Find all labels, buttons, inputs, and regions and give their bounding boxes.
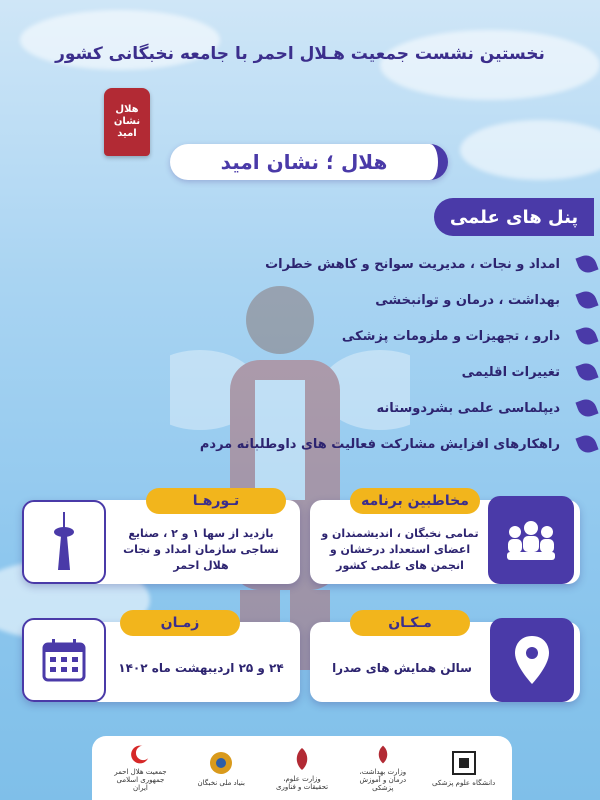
red-crescent-icon	[127, 744, 153, 765]
tower-icon	[44, 512, 84, 572]
leaf-icon	[575, 396, 598, 419]
time-text: ۲۴ و ۲۵ اردیبهشت ماه ۱۴۰۲	[118, 661, 284, 675]
university-logo: دانشگاه علوم پزشکی	[432, 744, 496, 792]
location-icon-box	[490, 618, 574, 702]
science-ministry-logo: وزارت علوم، تحقیقات و فناوری	[270, 744, 334, 792]
audience-title: مخاطبین برنامه	[350, 488, 480, 514]
list-item: امداد و نجات ، مدیریت سوانح و کاهش خطرات	[40, 246, 560, 282]
audience-text: تمامی نخبگان ، اندیشمندان و اعضای استعداد درخشان و انجمن های علمی کشور	[321, 527, 479, 572]
leaf-icon	[575, 432, 598, 455]
leaf-icon	[575, 360, 598, 383]
leaf-icon	[575, 252, 598, 275]
audience-icon-box	[488, 496, 574, 584]
leaf-icon	[575, 288, 598, 311]
time-title: زمـان	[120, 610, 240, 636]
list-item: راهکارهای افزایش مشارکت فعالیت های داوطلبانه مردم	[40, 426, 560, 462]
tours-text: بازدید از سها ۱ و ۲ ، صنایع نساجی سازمان امداد و نجات هلال احمر	[123, 527, 279, 572]
location-title: مـکـان	[350, 610, 470, 636]
list-item: دارو ، تجهیزات و ملزومات پزشکی	[40, 318, 560, 354]
cloud	[380, 30, 600, 100]
cloud	[460, 120, 600, 180]
location-text: سالن همایش های صدرا	[332, 661, 472, 675]
elites-foundation-logo: بنیاد ملی نخبگان	[189, 744, 253, 792]
iran-emblem-icon	[370, 744, 396, 765]
health-ministry-logo: وزارت بهداشت، درمان و آموزش پزشکی	[351, 744, 415, 792]
panels-label: پنل های علمی	[434, 198, 594, 236]
people-icon	[501, 518, 561, 562]
event-logo: هلال نشان امید	[104, 88, 150, 156]
tours-title: تـورهـا	[146, 488, 286, 514]
university-emblem-icon	[451, 750, 477, 776]
panels-list	[40, 246, 560, 462]
sponsors-footer	[92, 736, 512, 800]
list-item: بهداشت ، درمان و توانبخشی	[40, 282, 560, 318]
calendar-icon	[41, 637, 87, 683]
time-icon-box	[22, 618, 106, 702]
location-pin-icon	[512, 634, 552, 686]
red-crescent-logo: جمعیت هلال احمر جمهوری اسلامی ایران	[108, 744, 172, 792]
elites-emblem-icon	[208, 750, 234, 776]
list-item: تغییرات اقلیمی	[40, 354, 560, 390]
tours-icon-box	[22, 500, 106, 584]
page-title: نخستین نشست جمعیت هـلال احمر با جامعه نخبگانی کشور	[55, 44, 545, 64]
list-item: دیپلماسی علمی بشردوستانه	[40, 390, 560, 426]
leaf-icon	[575, 324, 598, 347]
iran-emblem-icon	[289, 746, 315, 772]
theme-pill: هلال ؛ نشان امید	[170, 144, 448, 180]
